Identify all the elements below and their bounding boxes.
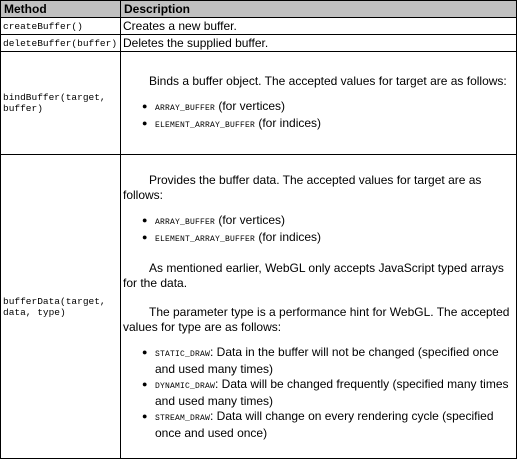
list-item-text: : Data in the buffer will not be changed (specified once and used many times) (155, 344, 499, 376)
description-paragraph: As mentioned earlier, WebGL only accepts JavaScript typed arrays for the data. (123, 260, 504, 290)
bullet-icon: ● (142, 346, 148, 357)
description-cell (121, 155, 517, 459)
list-item (142, 344, 514, 377)
code-constant: ELEMENT_ARRAY_BUFFER (155, 234, 256, 244)
list-item (142, 376, 514, 409)
description-cell (121, 52, 517, 155)
table-row-buffer-data (1, 155, 517, 459)
target-list (123, 213, 514, 247)
list-item-text: (for indices) (255, 115, 322, 130)
list-item (142, 408, 514, 441)
method-cell: bufferData(target, data, type) (1, 155, 121, 459)
code-constant: STREAM_DRAW (155, 413, 211, 423)
list-item-text: (for vertices) (215, 212, 286, 227)
list-item (142, 229, 514, 247)
target-list (123, 99, 514, 133)
list-item (142, 115, 514, 133)
bullet-icon: ● (142, 214, 148, 225)
type-list (123, 345, 514, 441)
bullet-icon: ● (142, 410, 148, 421)
table-row-create-buffer (1, 18, 517, 35)
bullet-icon: ● (142, 231, 148, 242)
description-cell: Deletes the supplied buffer. (121, 35, 517, 52)
method-column-header: Method (1, 1, 121, 18)
code-constant: ELEMENT_ARRAY_BUFFER (155, 120, 256, 130)
bullet-icon: ● (142, 117, 148, 128)
list-item-text: : Data will change on every rendering cycle (specified once and used once) (155, 408, 494, 440)
list-item-text: : Data will be changed frequently (specified many times and used many times) (155, 376, 509, 408)
description-column-header: Description (121, 1, 517, 18)
code-constant: ARRAY_BUFFER (155, 217, 216, 227)
bullet-icon: ● (142, 378, 148, 389)
description-cell: Creates a new buffer. (121, 18, 517, 35)
code-constant: ARRAY_BUFFER (155, 103, 216, 113)
table-row-delete-buffer (1, 35, 517, 52)
table-header-row (1, 1, 517, 18)
method-cell: deleteBuffer(buffer) (1, 35, 121, 52)
bullet-icon: ● (142, 100, 148, 111)
list-item (142, 98, 514, 116)
method-cell: bindBuffer(target, buffer) (1, 52, 121, 155)
table-row-bind-buffer (1, 52, 517, 155)
description-paragraph: The parameter type is a performance hint for WebGL. The accepted values for type are as follows: (123, 304, 510, 334)
description-paragraph: Provides the buffer data. The accepted values for target are as follows: (123, 172, 482, 202)
method-cell: createBuffer() (1, 18, 121, 35)
description-paragraph: Binds a buffer object. The accepted values for target are as follows: (149, 73, 507, 88)
list-item-text: (for indices) (255, 229, 322, 244)
list-item (142, 212, 514, 230)
list-item-text: (for vertices) (215, 98, 286, 113)
code-constant: DYNAMIC_DRAW (155, 381, 216, 391)
code-constant: STATIC_DRAW (155, 349, 211, 359)
